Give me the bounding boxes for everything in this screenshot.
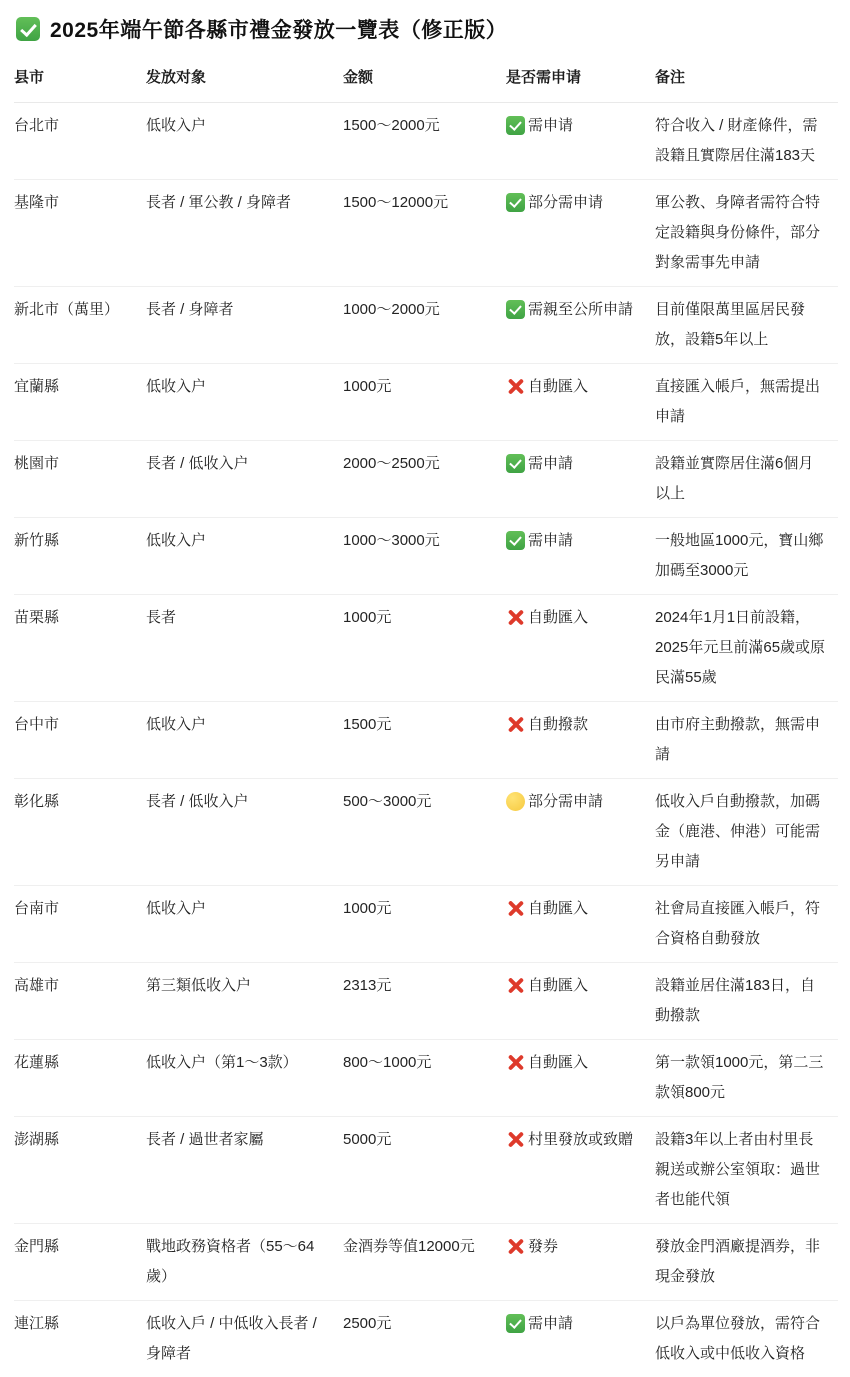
recipients-cell: 低收入户（第1～3款） — [146, 1040, 343, 1117]
city-cell: 金門縣 — [14, 1224, 146, 1301]
page-title-text: 2025年端午節各縣市禮金發放一覽表（修正版） — [50, 14, 507, 44]
status-cell — [506, 1040, 655, 1117]
amount-cell: 800～1000元 — [343, 1040, 506, 1117]
notes-cell: 一般地區1000元，寶山鄉加碼至3000元 — [655, 518, 838, 595]
city-cell: 台北市 — [14, 103, 146, 180]
status-icon — [506, 899, 525, 918]
status-cell — [506, 1224, 655, 1301]
recipients-cell: 長者 / 過世者家屬 — [146, 1117, 343, 1224]
status-cell — [506, 886, 655, 963]
city-cell: 宜蘭縣 — [14, 364, 146, 441]
table-row — [14, 702, 838, 779]
amount-cell: 5000元 — [343, 1117, 506, 1224]
gift-money-table — [14, 60, 838, 1377]
table-header — [14, 60, 838, 103]
notes-cell: 設籍3年以上者由村里長親送或辦公室領取：過世者也能代領 — [655, 1117, 838, 1224]
city-cell: 花蓮縣 — [14, 1040, 146, 1117]
status-icon — [506, 792, 525, 811]
city-cell: 新北市（萬里） — [14, 287, 146, 364]
status-icon — [506, 377, 525, 396]
status-icon — [506, 1053, 525, 1072]
status-text: 自動匯入 — [528, 894, 588, 924]
city-cell: 澎湖縣 — [14, 1117, 146, 1224]
status-cell — [506, 1301, 655, 1377]
city-cell: 連江縣 — [14, 1301, 146, 1377]
notes-cell: 符合收入 / 財產條件，需設籍且實際居住滿183天 — [655, 103, 838, 180]
status-icon — [506, 454, 525, 473]
header-city: 县市 — [14, 60, 146, 103]
recipients-cell: 低收入戶 / 中低收入長者 / 身障者 — [146, 1301, 343, 1377]
status-text: 自動匯入 — [528, 971, 588, 1001]
table-row — [14, 1301, 838, 1377]
amount-cell: 1000元 — [343, 364, 506, 441]
status-cell — [506, 1117, 655, 1224]
amount-cell: 1500～12000元 — [343, 180, 506, 287]
status-text: 發券 — [528, 1232, 558, 1262]
status-text: 需申请 — [528, 111, 573, 141]
city-cell: 彰化縣 — [14, 779, 146, 886]
recipients-cell: 長者 / 低收入户 — [146, 779, 343, 886]
status-cell — [506, 287, 655, 364]
recipients-cell: 長者 — [146, 595, 343, 702]
status-icon — [506, 116, 525, 135]
table-row — [14, 441, 838, 518]
notes-cell: 目前僅限萬里區居民發放，設籍5年以上 — [655, 287, 838, 364]
amount-cell: 1500元 — [343, 702, 506, 779]
notes-cell: 2024年1月1日前設籍，2025年元旦前滿65歲或原民滿55歲 — [655, 595, 838, 702]
table-row — [14, 886, 838, 963]
status-text: 需申請 — [528, 1309, 573, 1339]
status-text: 自動匯入 — [528, 1048, 588, 1078]
notes-cell: 由市府主動撥款，無需申請 — [655, 702, 838, 779]
notes-cell: 低收入戶自動撥款，加碼金（鹿港、伸港）可能需另申請 — [655, 779, 838, 886]
status-cell — [506, 364, 655, 441]
status-text: 自動撥款 — [528, 710, 588, 740]
table-header-row — [14, 60, 838, 103]
status-icon — [506, 1314, 525, 1333]
notes-cell: 軍公教、身障者需符合特定設籍與身份條件，部分對象需事先申請 — [655, 180, 838, 287]
status-text: 需申請 — [528, 449, 573, 479]
table-row — [14, 364, 838, 441]
recipients-cell: 第三類低收入户 — [146, 963, 343, 1040]
city-cell: 新竹縣 — [14, 518, 146, 595]
recipients-cell: 低收入户 — [146, 886, 343, 963]
status-cell — [506, 963, 655, 1040]
status-icon — [506, 1237, 525, 1256]
status-cell — [506, 180, 655, 287]
status-text: 需申請 — [528, 526, 573, 556]
table-row — [14, 103, 838, 180]
table-row — [14, 1224, 838, 1301]
header-notes: 备注 — [655, 60, 838, 103]
table-row — [14, 180, 838, 287]
city-cell: 台中市 — [14, 702, 146, 779]
status-cell — [506, 103, 655, 180]
table-row — [14, 1040, 838, 1117]
amount-cell: 1000～2000元 — [343, 287, 506, 364]
header-application: 是否需申请 — [506, 60, 655, 103]
status-icon — [506, 193, 525, 212]
recipients-cell: 長者 / 身障者 — [146, 287, 343, 364]
status-cell — [506, 441, 655, 518]
status-text: 部分需申请 — [528, 188, 603, 218]
recipients-cell: 低收入户 — [146, 702, 343, 779]
status-icon — [506, 531, 525, 550]
amount-cell: 金酒券等值12000元 — [343, 1224, 506, 1301]
table-row — [14, 287, 838, 364]
status-icon — [506, 976, 525, 995]
amount-cell: 500～3000元 — [343, 779, 506, 886]
recipients-cell: 低收入户 — [146, 364, 343, 441]
table-row — [14, 595, 838, 702]
table-row — [14, 779, 838, 886]
status-text: 自動匯入 — [528, 603, 588, 633]
notes-cell: 設籍並實際居住滿6個月以上 — [655, 441, 838, 518]
page-title — [16, 14, 838, 44]
status-cell — [506, 595, 655, 702]
amount-cell: 1500～2000元 — [343, 103, 506, 180]
notes-cell: 直接匯入帳戶，無需提出申請 — [655, 364, 838, 441]
recipients-cell: 低收入户 — [146, 103, 343, 180]
recipients-cell: 戰地政務資格者（55～64歲） — [146, 1224, 343, 1301]
amount-cell: 1000元 — [343, 595, 506, 702]
table-row — [14, 518, 838, 595]
notes-cell: 設籍並居住滿183日，自動撥款 — [655, 963, 838, 1040]
notes-cell: 以戶為單位發放，需符合低收入或中低收入資格 — [655, 1301, 838, 1377]
status-text: 部分需申請 — [528, 787, 603, 817]
status-cell — [506, 779, 655, 886]
amount-cell: 2500元 — [343, 1301, 506, 1377]
status-text: 需親至公所申請 — [528, 295, 633, 325]
table-row — [14, 1117, 838, 1224]
recipients-cell: 長者 / 低收入户 — [146, 441, 343, 518]
amount-cell: 1000～3000元 — [343, 518, 506, 595]
status-icon — [506, 300, 525, 319]
amount-cell: 1000元 — [343, 886, 506, 963]
city-cell: 基隆市 — [14, 180, 146, 287]
header-recipients: 发放对象 — [146, 60, 343, 103]
table-body — [14, 103, 838, 1377]
table-row — [14, 963, 838, 1040]
amount-cell: 2000～2500元 — [343, 441, 506, 518]
city-cell: 苗栗縣 — [14, 595, 146, 702]
green-check-badge-icon — [16, 17, 40, 41]
recipients-cell: 低收入户 — [146, 518, 343, 595]
status-cell — [506, 518, 655, 595]
notes-cell: 第一款領1000元，第二三款領800元 — [655, 1040, 838, 1117]
status-icon — [506, 715, 525, 734]
notes-cell: 發放金門酒廠提酒券，非現金發放 — [655, 1224, 838, 1301]
status-cell — [506, 702, 655, 779]
city-cell: 桃園市 — [14, 441, 146, 518]
notes-cell: 社會局直接匯入帳戶，符合資格自動發放 — [655, 886, 838, 963]
status-icon — [506, 608, 525, 627]
amount-cell: 2313元 — [343, 963, 506, 1040]
city-cell: 台南市 — [14, 886, 146, 963]
status-text: 村里發放或致贈 — [528, 1125, 633, 1155]
city-cell: 高雄市 — [14, 963, 146, 1040]
status-text: 自動匯入 — [528, 372, 588, 402]
recipients-cell: 長者 / 軍公教 / 身障者 — [146, 180, 343, 287]
header-amount: 金额 — [343, 60, 506, 103]
